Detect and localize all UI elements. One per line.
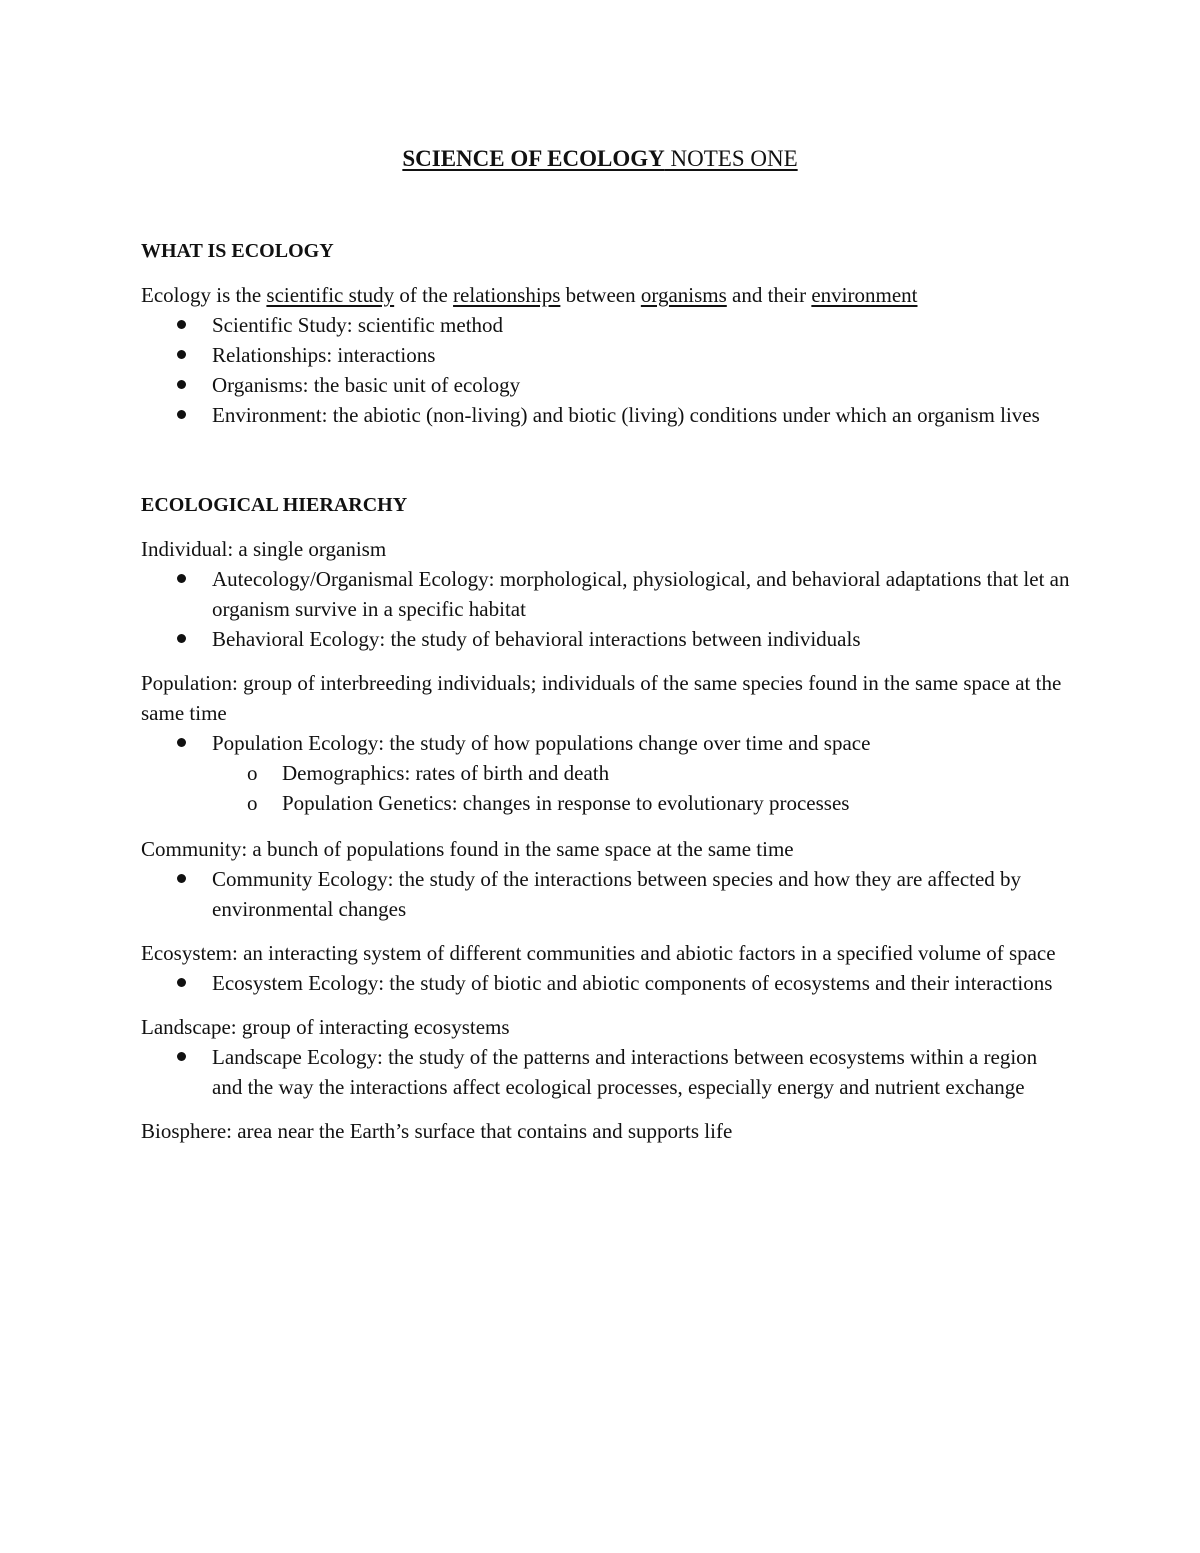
page-title xyxy=(0,144,1200,174)
bullet-icon xyxy=(177,1052,186,1061)
population-bullet-list xyxy=(141,728,1071,758)
list-item-text: Organisms: the basic unit of ecology xyxy=(212,373,521,397)
list-item-text: Behavioral Ecology: the study of behavioral interactions between individuals xyxy=(212,627,861,651)
population-sub-list xyxy=(141,758,1071,818)
list-item xyxy=(141,310,1071,340)
list-item xyxy=(141,728,1071,758)
bullet-icon xyxy=(177,978,186,987)
list-item xyxy=(141,1042,1071,1102)
list-item xyxy=(141,370,1071,400)
sub-list-item xyxy=(141,788,1071,818)
biosphere-definition: Biosphere: area near the Earth’s surface that contains and supports life xyxy=(141,1119,733,1143)
list-item-text: Ecosystem Ecology: the study of biotic and abiotic components of ecosystems and their interactions xyxy=(212,971,1053,995)
document-body xyxy=(141,236,1071,1146)
list-item xyxy=(141,968,1071,998)
term-scientific-study: scientific study xyxy=(266,283,395,307)
list-item-text: Relationships: interactions xyxy=(212,343,436,367)
landscape-definition: Landscape: group of interacting ecosystems xyxy=(141,1015,510,1039)
list-item xyxy=(141,340,1071,370)
definition-bullet-list xyxy=(141,310,1071,430)
list-item xyxy=(141,400,1071,430)
term-organisms: organisms xyxy=(640,283,727,307)
sub-list-item xyxy=(141,758,1071,788)
bullet-icon xyxy=(177,380,186,389)
term-relationships: relationships xyxy=(453,283,561,307)
circle-bullet-icon: o xyxy=(247,791,258,815)
sub-list-item-text: Population Genetics: changes in response to evolutionary processes xyxy=(282,791,850,815)
bullet-icon xyxy=(177,874,186,883)
population-definition: Population: group of interbreeding individuals; individuals of the same species found in the same space at the same time xyxy=(141,671,1062,725)
bullet-icon xyxy=(177,320,186,329)
list-item-text: Landscape Ecology: the study of the patterns and interactions between ecosystems within a region and the way the interactions affect ecological processes, especially energy and nutrient exchange xyxy=(212,1045,1038,1099)
title-bold-part: SCIENCE OF ECOLOGY xyxy=(402,146,665,171)
definition-text: and their xyxy=(726,283,812,307)
ecosystem-definition: Ecosystem: an interacting system of different communities and abiotic factors in a specified volume of space xyxy=(141,941,1056,965)
individual-definition: Individual: a single organism xyxy=(141,537,387,561)
sub-list-item-text: Demographics: rates of birth and death xyxy=(282,761,610,785)
definition-text: Ecology is the xyxy=(141,283,267,307)
community-bullet-list xyxy=(141,864,1071,924)
section-heading-ecological-hierarchy: ECOLOGICAL HIERARCHY xyxy=(141,494,408,516)
bullet-icon xyxy=(177,350,186,359)
definition-text: of the xyxy=(394,283,454,307)
circle-bullet-icon: o xyxy=(247,761,258,785)
community-definition: Community: a bunch of populations found in the same space at the same time xyxy=(141,837,794,861)
bullet-icon xyxy=(177,574,186,583)
list-item-text: Scientific Study: scientific method xyxy=(212,313,504,337)
list-item-text: Autecology/Organismal Ecology: morphological, physiological, and behavioral adaptations that let an organism survive in a specific habitat xyxy=(212,567,1070,621)
list-item xyxy=(141,624,1071,654)
ecosystem-bullet-list xyxy=(141,968,1071,998)
landscape-bullet-list xyxy=(141,1042,1071,1102)
definition-text: between xyxy=(560,283,641,307)
list-item xyxy=(141,864,1071,924)
bullet-icon xyxy=(177,410,186,419)
list-item xyxy=(141,564,1071,624)
term-environment: environment xyxy=(811,283,918,307)
title-rest: NOTES ONE xyxy=(664,146,798,171)
list-item-text: Environment: the abiotic (non-living) and biotic (living) conditions under which an organism lives xyxy=(212,403,1040,427)
list-item-text: Community Ecology: the study of the interactions between species and how they are affected by environmental changes xyxy=(212,867,1022,921)
ecology-definition xyxy=(141,280,1071,310)
section-heading-what-is-ecology: WHAT IS ECOLOGY xyxy=(141,240,334,262)
individual-bullet-list xyxy=(141,564,1071,654)
bullet-icon xyxy=(177,738,186,747)
bullet-icon xyxy=(177,634,186,643)
list-item-text: Population Ecology: the study of how populations change over time and space xyxy=(212,731,871,755)
